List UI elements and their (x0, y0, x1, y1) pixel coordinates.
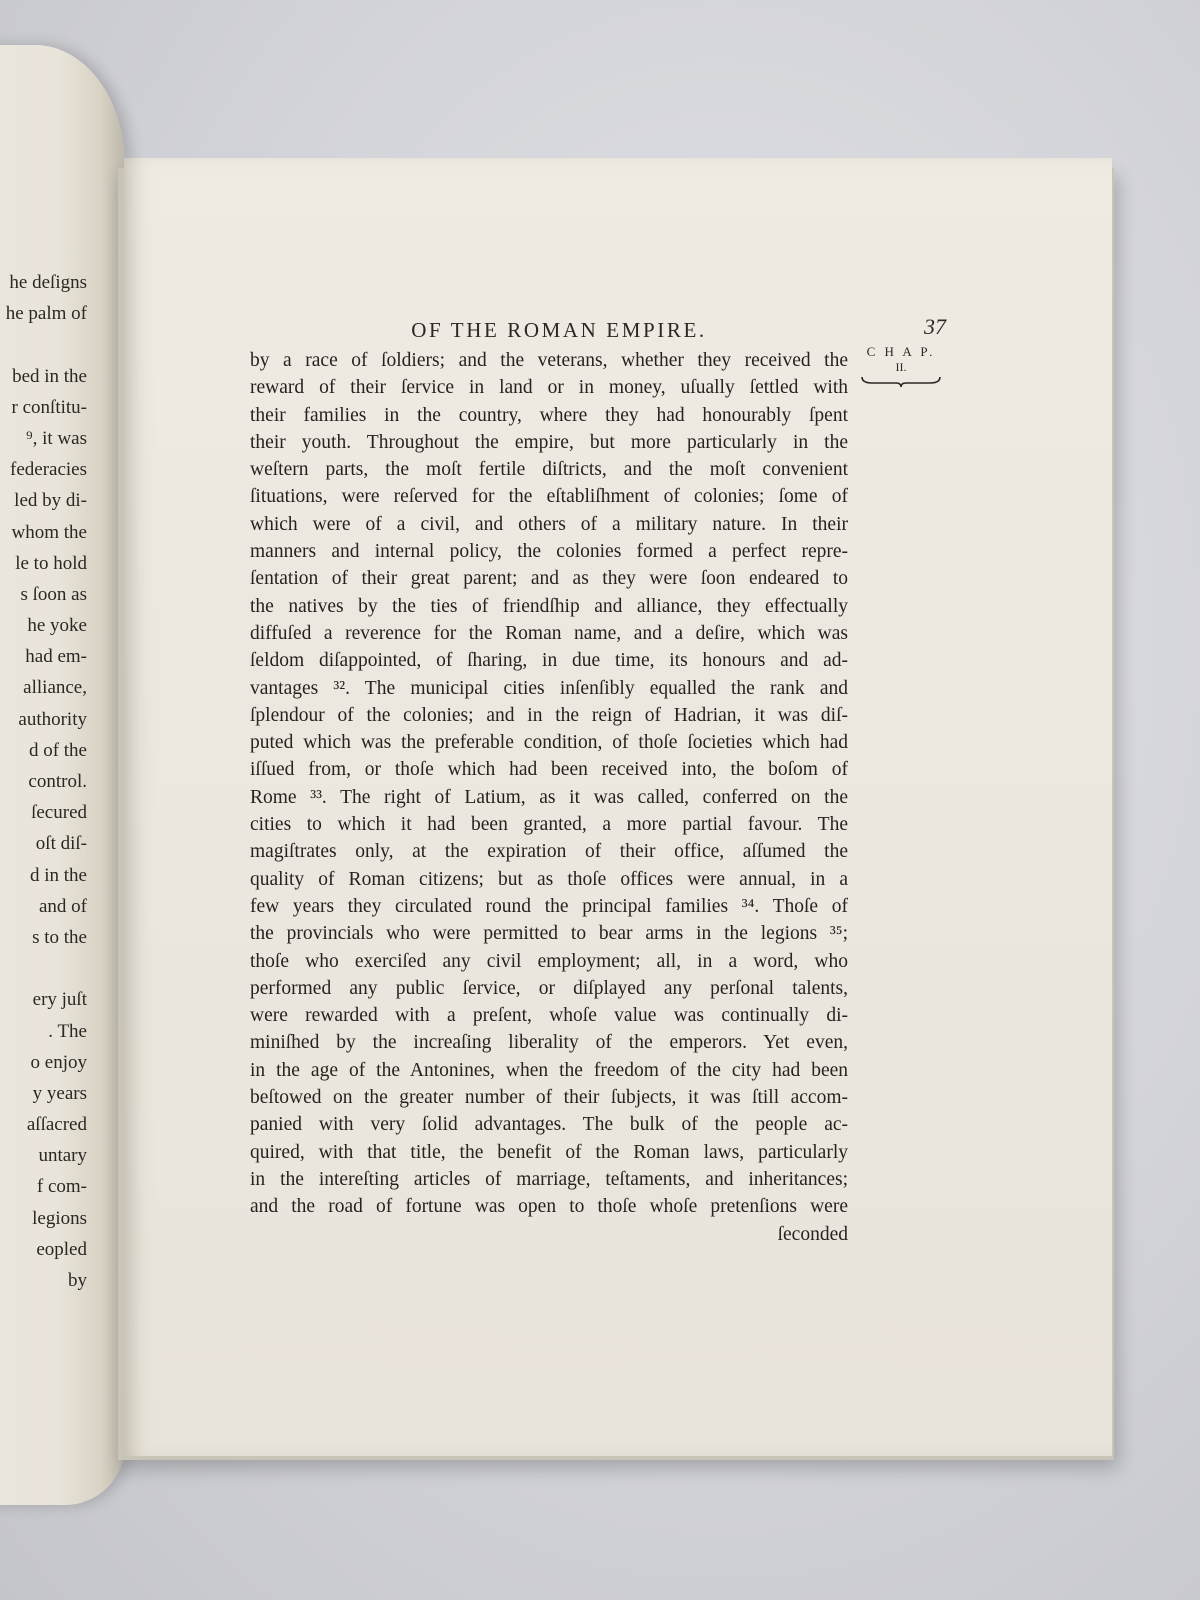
body-line: quired, with that title, the benefit of the Roman laws, particularly (250, 1141, 848, 1163)
left-page-line: and of (38, 895, 87, 917)
page-number: 37 (924, 314, 946, 339)
left-page-line (0, 953, 87, 984)
left-page-line: authority (18, 708, 87, 730)
left-page-line: d in the (30, 864, 87, 886)
left-page-line: by (68, 1270, 87, 1291)
body-text (250, 347, 848, 1248)
body-line: vantages ³². The municipal cities inſenſibly equalled the rank and (250, 677, 848, 699)
left-page-line: ſecured (31, 802, 87, 824)
body-line: few years they circulated round the principal families ³⁴. Thoſe of (250, 895, 848, 917)
body-line: in the age of the Antonines, when the freedom of the city had been (250, 1059, 848, 1081)
left-page-line: . The (48, 1020, 87, 1042)
body-line: magiſtrates only, at the expiration of their office, aſſumed the (250, 841, 848, 863)
body-line: iſſued from, or thoſe which had been received into, the boſom of (250, 759, 848, 781)
left-page-line: ery juſt (32, 989, 87, 1011)
left-page-line: le to hold (15, 552, 87, 574)
left-page-line: aſſacred (26, 1114, 87, 1136)
left-page (0, 45, 125, 1505)
left-page-line: r conſtitu- (11, 396, 87, 418)
body-line: which were of a civil, and others of a military nature. In their (250, 513, 848, 535)
left-page-line: had em- (25, 646, 87, 668)
body-line: thoſe who exerciſed any civil employment; all, in a word, who (250, 950, 848, 972)
left-page-line: led by di- (14, 490, 87, 512)
body-line: weſtern parts, the moſt fertile diſtricts, and the moſt convenient (250, 459, 848, 481)
brace-icon (860, 374, 942, 388)
left-page-line: federacies (10, 459, 87, 481)
running-head: OF THE ROMAN EMPIRE. (411, 318, 707, 342)
left-page-line: he palm of (5, 303, 87, 325)
body-line: ſplendour of the colonies; and in the reign of Hadrian, it was diſ- (250, 704, 848, 726)
body-line: performed any public ſervice, or diſplayed any perſonal talents, (250, 977, 848, 999)
body-line: the natives by the ties of friendſhip and alliance, they effectually (250, 595, 848, 617)
left-page-line: y years (32, 1082, 87, 1104)
body-line: ſeconded (777, 1223, 848, 1245)
left-page-text (0, 267, 87, 1296)
body-line: puted which was the preferable condition, of thoſe ſocieties which had (250, 732, 848, 754)
body-line: their families in the country, where they had honourably ſpent (250, 404, 848, 426)
body-line: the provincials who were permitted to bear arms in the legions ³⁵; (250, 923, 848, 945)
left-page-line: oſt diſ- (35, 833, 87, 855)
body-line: ſeldom diſappointed, of ſharing, in due time, its honours and ad- (250, 650, 848, 672)
left-page-line (0, 329, 87, 360)
left-page-line: s to the (32, 926, 87, 948)
body-line: reward of their ſervice in land or in money, uſually ſettled with (250, 377, 848, 399)
body-line: and the road of fortune was open to thoſe whoſe pretenſions were (250, 1196, 848, 1218)
body-line: their youth. Throughout the empire, but more particularly in the (250, 431, 848, 453)
left-page-line: o enjoy (30, 1051, 87, 1073)
left-page-line: alliance, (23, 677, 87, 699)
left-page-line: control. (28, 771, 87, 792)
left-page-line: he yoke (27, 615, 87, 637)
body-line: were rewarded with a preſent, whoſe value was continually di- (250, 1005, 848, 1027)
body-line: ſituations, were reſerved for the eſtabliſhment of colonies; ſome of (250, 486, 848, 508)
left-page-line: eopled (36, 1238, 87, 1260)
left-page-line: bed in the (12, 365, 87, 387)
body-line: in the intereſting articles of marriage, teſtaments, and inheritances; (250, 1168, 848, 1190)
margin-chapter-note (858, 344, 944, 388)
body-line: quality of Roman citizens; but as thoſe offices were annual, in a (250, 868, 848, 890)
body-line: cities to which it had been granted, a more partial favour. The (250, 814, 848, 836)
body-line: ſentation of their great parent; and as they were ſoon endeared to (250, 568, 848, 590)
body-line: manners and internal policy, the colonies formed a perfect repre- (250, 541, 848, 563)
left-page-line: f com- (36, 1176, 87, 1198)
left-page-line: ⁹, it was (26, 427, 87, 449)
left-page-line: he deſigns (9, 272, 87, 293)
chapter-number: II. (895, 360, 907, 374)
left-page-line: legions (32, 1207, 87, 1229)
body-line: Rome ³³. The right of Latium, as it was called, conferred on the (250, 786, 848, 808)
body-line: by a race of ſoldiers; and the veterans, whether they received the (250, 350, 848, 371)
body-line: miniſhed by the increaſing liberality of the emperors. Yet even, (250, 1032, 848, 1054)
left-page-line: whom the (11, 521, 87, 543)
left-page-line: s ſoon as (20, 583, 87, 605)
show-through-text (848, 424, 854, 450)
left-page-line: untary (38, 1145, 87, 1167)
chapter-label: C H A P. (866, 344, 936, 359)
body-line: panied with very ſolid advantages. The bulk of the people ac- (250, 1114, 848, 1136)
left-page-line: d of the (28, 739, 87, 761)
body-line: beſtowed on the greater number of their ſubjects, it was ſtill accom- (250, 1087, 848, 1109)
body-line: diffuſed a reverence for the Roman name, and a deſire, which was (250, 622, 848, 644)
